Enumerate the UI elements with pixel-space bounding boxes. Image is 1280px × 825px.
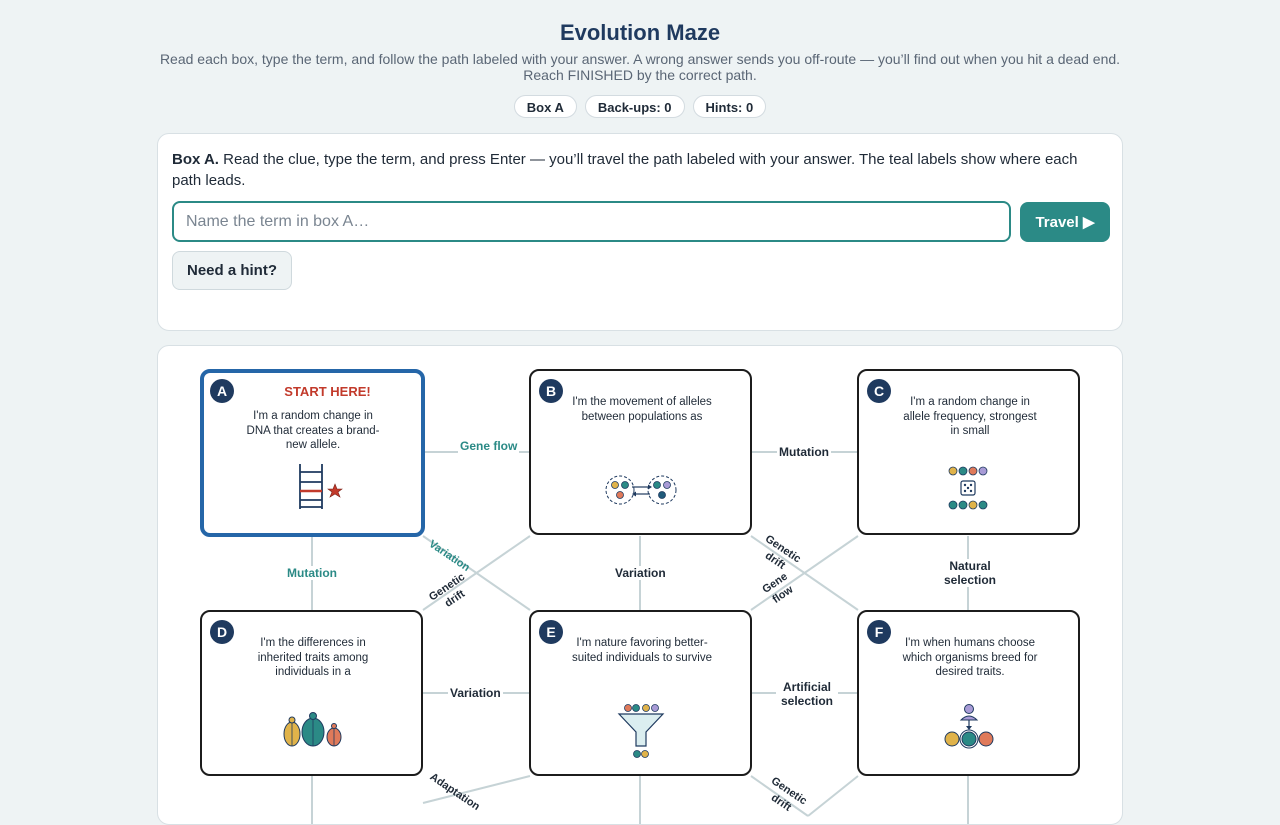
hint-button[interactable]: Need a hint? xyxy=(172,251,292,290)
path-label-b-f: Genetic drift xyxy=(762,532,803,572)
current-box-badge: Box A xyxy=(514,95,577,118)
maze-box-d[interactable] xyxy=(200,610,423,776)
maze-box-b[interactable] xyxy=(529,369,752,535)
box-c-badge: C xyxy=(867,379,891,403)
maze-box-f[interactable] xyxy=(857,610,1080,776)
path-label-d-down: Adaptation xyxy=(427,770,482,814)
instruction-box-label: Box A. xyxy=(172,151,219,168)
path-label-d-e: Variation xyxy=(450,686,501,700)
answer-panel xyxy=(157,133,1123,331)
box-b-badge: B xyxy=(539,379,563,403)
path-label-c-f: Natural selection xyxy=(939,559,1001,587)
start-here-label: START HERE! xyxy=(284,384,371,399)
path-f-diag xyxy=(808,776,858,816)
travel-button[interactable]: Travel ▶ xyxy=(1020,202,1110,242)
instruction-text: Read the clue, type the term, and press Enter — you’ll travel the path labeled with your answer. The teal labels show where each path leads. xyxy=(172,151,1078,189)
path-label-e-down: Genetic drift xyxy=(768,774,809,814)
dna-ladder-star-icon xyxy=(273,461,353,511)
path-label-c-e: Gene flow xyxy=(760,570,796,606)
box-b-clue: I'm the movement of alleles between populations as xyxy=(572,396,712,423)
path-label-b-e: Variation xyxy=(615,566,666,580)
instructions xyxy=(172,149,1102,191)
maze-box-e[interactable] xyxy=(529,610,752,776)
hints-counter: Hints: 0 xyxy=(693,95,767,118)
varied-beetles-icon xyxy=(273,702,353,752)
status-bar xyxy=(0,95,1280,118)
box-a-clue: I'm a random change in DNA that creates a brand-new allele. xyxy=(246,410,380,451)
path-label-a-e: Variation xyxy=(426,538,472,574)
funnel-filter-icon xyxy=(602,702,682,762)
box-e-badge: E xyxy=(539,620,563,644)
human-selection-icon xyxy=(930,702,1010,762)
box-d-clue: I'm the differences in inherited traits among individuals in a xyxy=(257,637,369,678)
path-label-b-d: Genetic drift xyxy=(426,570,468,610)
path-label-e-f: Artificial selection xyxy=(776,680,838,708)
maze-box-a[interactable] xyxy=(200,369,425,537)
box-f-clue: I'm when humans choose which organisms breed for desired traits. xyxy=(902,637,1038,678)
box-f-badge: F xyxy=(867,620,891,644)
path-label-a-b: Gene flow xyxy=(460,439,518,453)
box-c-clue: I'm a random change in allele frequency, strongest in small xyxy=(903,396,1037,437)
page-title: Evolution Maze xyxy=(559,20,721,45)
box-a-badge: A xyxy=(210,379,234,403)
maze-board xyxy=(157,345,1123,825)
backups-counter: Back-ups: 0 xyxy=(585,95,685,118)
population-exchange-icon xyxy=(602,461,682,511)
path-label-a-d: Mutation xyxy=(287,566,337,580)
dice-allele-icon xyxy=(930,461,1010,511)
box-d-badge: D xyxy=(210,620,234,644)
path-label-b-c: Mutation xyxy=(779,445,829,459)
answer-input[interactable] xyxy=(172,201,1011,242)
box-e-clue: I'm nature favoring better-suited individuals to survive xyxy=(572,637,712,664)
maze-box-c[interactable] xyxy=(857,369,1080,535)
page-subtitle: Read each box, type the term, and follow the path labeled with your answer. A wrong answer sends you off-route — you’ll find out when you hit a dead end. Reach FINISHED by the correct path. xyxy=(159,51,1121,83)
